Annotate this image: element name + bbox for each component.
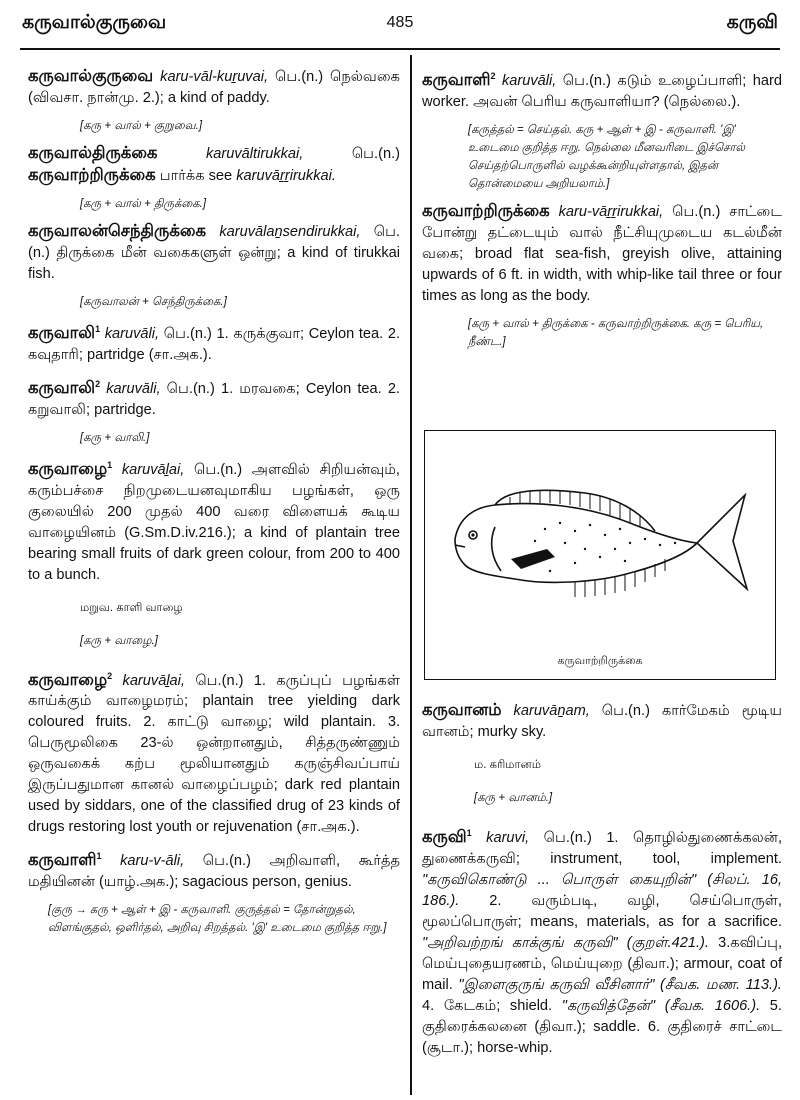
transliteration: karuvāltirukkai, [206,146,304,162]
homonym-number: 2 [107,670,113,681]
etymology: [கருவாலன் + செந்திருக்கை.] [80,296,227,308]
figure-caption: கருவாற்றிருக்கை [557,655,643,667]
entry-karuvaltirukkai [28,143,400,187]
homonym-number: 2 [95,378,101,389]
entry-karuvazhai-2 [28,666,400,839]
definition-5: 5. குதிரைக்கலனை (திவா.); saddle. 6. குதிரைச் சாட்டை (சூடா.); horse-whip. [422,997,782,1056]
etymology: [கருத்தல் = செய்தல். கரு + ஆள் + இ - கருவாளி. 'இ' உடைமை குறித்த ஈறு. நெல்லை மீனவரிடை இச்சொல் செய்தற்பொருளில் வழக்கூன்றியுள்ளதால், இதன் தொன்மையை அறியலாம்.] [468,123,746,190]
entry-karuvali-worker [422,66,782,113]
synonym-note: மறுவ. காளி வாழை [80,601,183,614]
transliteration: karuvālaṉsendirukkai, [219,224,361,240]
etymology: [கரு + வாலி.] [80,431,150,444]
definition: பெ.(n.) 1. தொழில்துணைக்கலன், துணைக்கருவி; instrument, tool, implement. [422,829,782,867]
headword: கருவாழை [28,459,108,478]
etymology: [குரு → கரு + ஆள் + இ - கருவாளி. குருத்தல் = தோன்றுதல், விளங்குதல், ஒளிர்தல், அறிவு சிறத்தல். 'இ' உடைமை குறித்த ஈறு.] [48,904,387,935]
headword: கருவாழை [28,670,108,689]
left-column [28,66,400,937]
etymology: [கரு + வாழை.] [80,634,158,647]
definition: பெ.(n.) அளவில் சிறியன்வும், கரும்பச்சை நிறமுடையனவுமாகிய பழங்கள், ஒரு குலையில் 200 முதல் 400 வரை விளையக் கூடிய வாழையினம் (G.Sm.D.iv.216.); a kind of plantain tree bearing small fruits of dark green colour, from 200 to 400 to a bunch. [28,461,400,583]
crossref-translit: karuvāṟṟirukkai. [236,168,336,184]
headword: கருவாலி [28,378,96,397]
transliteration: karuvāli, [106,380,161,397]
etymology: [கரு + வால் + திருக்கை.] [80,198,207,210]
header-left-guideword: கருவால்குருவை [22,12,167,33]
definition-4: 4. கேடகம்; shield. [422,997,562,1014]
quotation: "இளைகுருங் கருவி வீசினார்" (சீவக. மண. 113.). [458,976,782,993]
column-divider [410,55,412,1095]
transliteration: karuvi, [486,829,530,846]
definition: பெ.(n.) திருக்கை மீன் வகைகளுள் ஒன்று; a kind of tirukkai fish. [28,224,400,282]
definition: பெ.(n.) 1. கருக்குவா; Ceylon tea. 2. கவுதாரி; partridge (சா.அக.). [28,325,400,363]
quotation: "கருவிகொண்டு ... பொருள் கையுறின்" (சிலப். 16, 186.). [422,871,782,909]
etymology: [கரு + வால் + திருக்கை - கருவாற்றிருக்கை. கரு = பெரிய, நீண்ட.] [468,317,764,348]
homonym-number: 1 [466,828,472,838]
entry-karuvalansendirukkai [28,221,400,285]
transliteration: karuvāli, [104,325,160,342]
headword: கருவாளி [28,851,97,870]
homonym-number: 1 [107,459,113,470]
transliteration: karuvāḻai, [121,461,185,478]
headword: கருவாலி [28,323,96,342]
definition: பெ.(n.) அறிவாளி, கூர்த்த மதியினன் (யாழ்.அக.); sagacious person, genius. [28,853,400,891]
definition-2: 2. வரும்படி, வழி, செய்பொருள், மூலப்பொருள்; means, materials, as for a sacrifice. [422,892,782,930]
transliteration: karuvāḻai, [122,672,185,689]
page-header [0,0,800,46]
entry-karuvarrirukkai [422,201,782,307]
etymology: [கரு + வால் + குறுவை.] [80,120,203,132]
header-rule [20,48,780,50]
transliteration: karu-vāṟṟirukkai, [558,203,664,220]
transliteration: karu-v-āli, [120,853,185,870]
headword: கருவால்திருக்கை [28,144,158,162]
entry-karuvali-2 [28,374,400,421]
headword: கருவால்குருவை [28,67,154,85]
definition: பெ.(n.) 1. கருப்புப் பழங்கள் காய்க்கும் வாழைமரம்; plantain tree yielding dark coloured fruits. 2. காட்டு வாழை; wild plantain. 3. பெருமூலிகை 23-ல் ஒன்றானதும், சித்தருண்ணும் ஒருவகைக் கற்ப மூலியானதும் கருஞ்சிவப்பாய் இருப்பதுமான கானல் வாழைப்பழம்; dark red plantain used by siddars, one of the classified drug of 23 kinds of drugs restoring lost youth or rejuvenation (சா.அக.). [28,672,400,836]
right-column [422,66,782,351]
right-column-lower [422,700,782,1059]
headword: கருவாற்றிருக்கை [422,201,550,220]
definition: பெ.(n.) கார்மேகம் மூடிய வானம்; murky sky. [422,703,782,740]
page-number: 485 [386,14,414,31]
definition: பெ.(n.) நெல்வகை (விவசா. நான்மு. 2.); a kind of paddy. [28,69,400,106]
fish-illustration [424,430,776,680]
homonym-number: 2 [490,71,496,81]
entry-karuvali-person [28,846,400,893]
homonym-number: 1 [96,851,102,862]
transliteration: karuvāli, [501,72,557,89]
quotation: "அறிவற்றங் காக்குங் கருவி" (குறள்.421.). [422,934,709,951]
transliteration: karuvāṉam, [513,703,590,719]
entry-karuvanam [422,700,782,743]
header-right-guideword: கருவி [726,12,778,33]
headword: கருவானம் [422,701,502,719]
definition: பெ.(n.) சாட்டை போன்று தட்டையும் வால் நீட்சியுமுடைய கடல்மீன் வகை; broad flat sea-fish, greyish olive, attaining upwards of 6 ft. in width, with whip-like tail three or four times as long as the body. [422,203,782,304]
see-text: பார்க்க see [155,168,237,184]
pos: பெ.(n.) [303,146,400,162]
synonym-note: ம. கரிமானம் [474,759,541,771]
headword: கருவி [422,827,467,846]
etymology: [கரு + வானம்.] [474,792,553,804]
headword: கருவாளி [422,70,491,89]
definition: பெ.(n.) 1. மரவகை; Ceylon tea. 2. கறுவாலி; partridge. [28,380,400,418]
fish-drawing [425,431,775,679]
definition: பெ.(n.) கடும் உழைப்பாளி; hard worker. அவன் பெரிய கருவாளியா? (நெல்லை.). [422,72,782,110]
entry-karuvazhai-1 [28,455,400,586]
entry-karuvi-1 [422,823,782,1059]
quotation: "கருவித்தேன்" (சீவக. 1606.). [561,997,761,1014]
definition-3: 3.கவிப்பு, மெய்புதையரணம், மெய்யுறை (திவா.); armour, coat of mail. [422,934,782,993]
transliteration: karu-vāl-kuṟuvai, [160,69,269,85]
entry-karuvali-1 [28,319,400,366]
headword: கருவாலன்செந்திருக்கை [28,222,207,240]
homonym-number: 1 [95,324,101,334]
entry-karuvalkuruvai [28,66,400,109]
crossref-headword: கருவாற்றிருக்கை [28,166,156,184]
